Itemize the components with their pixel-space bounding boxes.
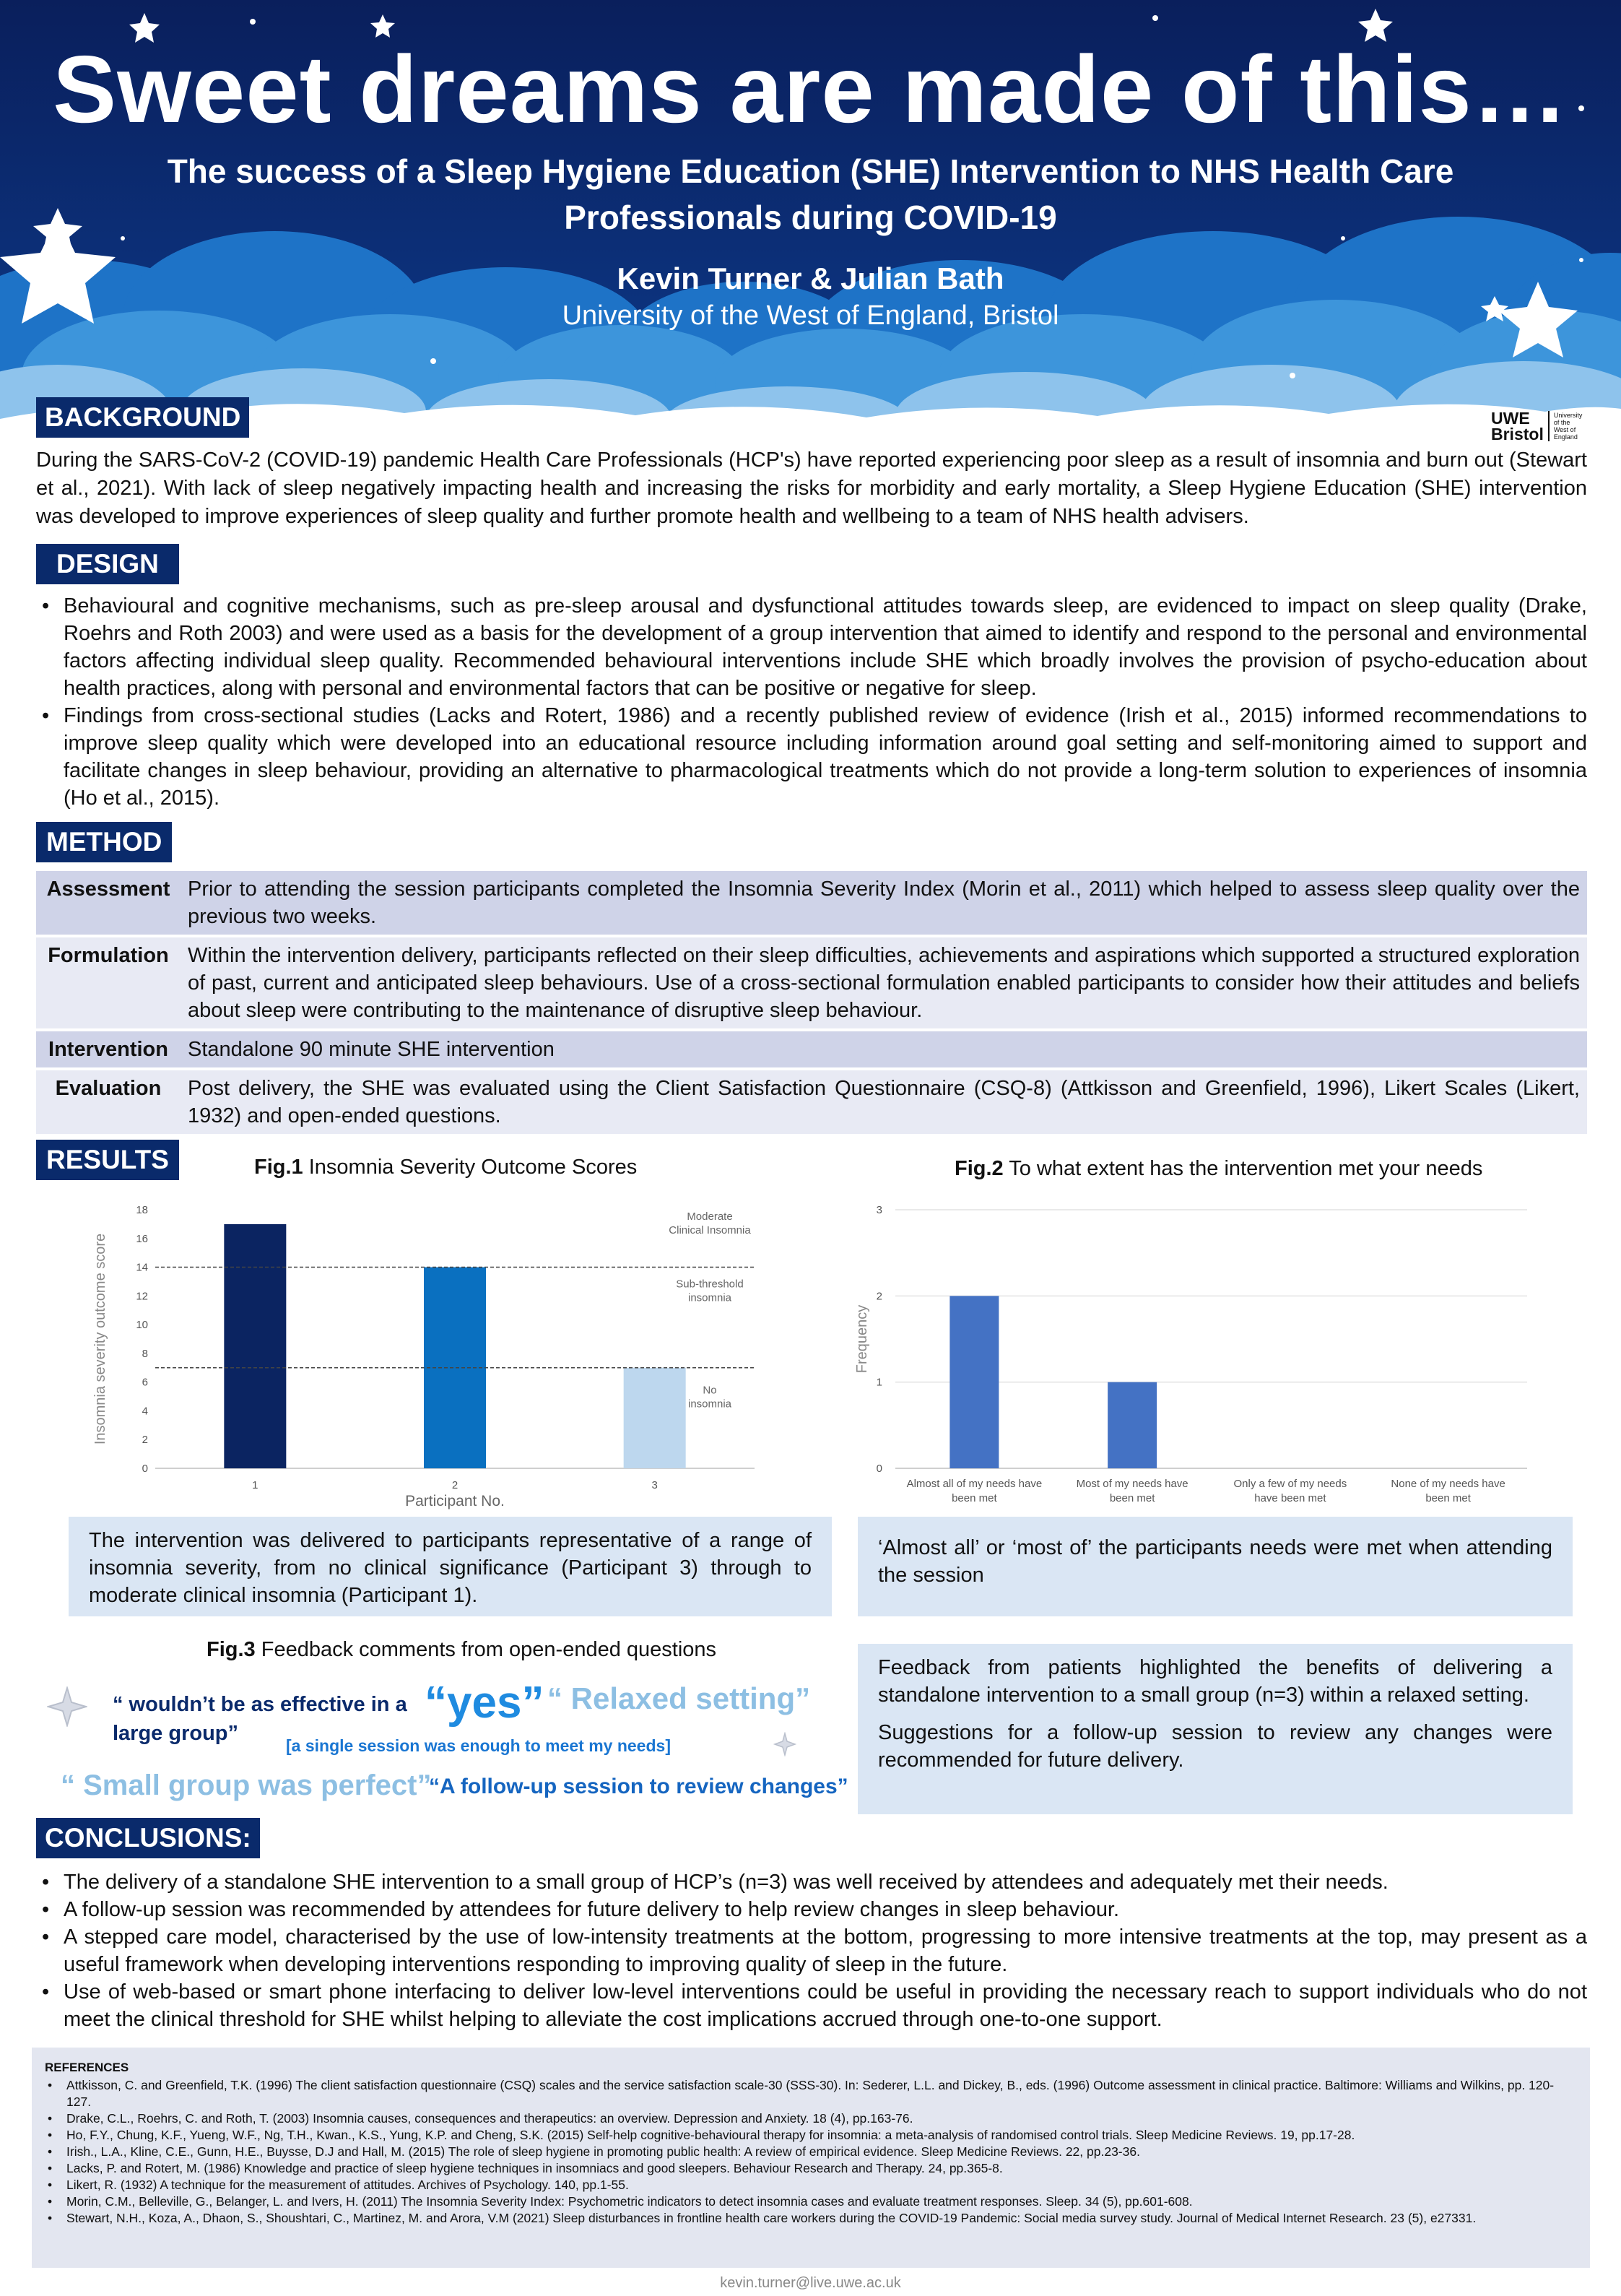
poster-header [0,0,1621,433]
x-tick-label: 3 [651,1479,658,1491]
authors: Kevin Turner & Julian Bath [617,261,1004,295]
subtitle-line-1: The success of a Sleep Hygiene Education (SHE) Intervention to NHS Health Care [167,152,1454,190]
subtitle-line-2: Professionals during COVID-19 [564,199,1057,236]
y-tick-label: 0 [142,1463,148,1475]
quote-small-group: “ Small group was perfect” [61,1769,432,1801]
conclusion-bullet: • The delivery of a standalone SHE intervention to a small group of HCP’s (n=3) was well received by attendees and adequately met their needs. [36,1868,1587,1896]
y-tick-label: 14 [136,1261,148,1274]
fig2-summary-box: ‘Almost all’ or ‘most of’ the participants needs were met when attending the session [858,1517,1573,1616]
y-tick-label: 8 [142,1347,148,1360]
y-tick-label: 16 [136,1232,148,1245]
conclusion-bullet: • A stepped care model, characterised by the use of low-intensity treatments at the bottom, progressing to more intensive treatments at the top, may present as a useful framework when developing interventions responding to improving quality of sleep in the future. [36,1923,1587,1978]
y-tick-label: 2 [142,1434,148,1447]
uwe-bristol-logo: UWE Bristol University of the West of England [1491,409,1583,443]
threshold-annotation: Sub-threshold insomnia [676,1278,744,1304]
conclusion-bullet: • Use of web-based or smart phone interfacing to deliver low-level interventions could be useful in providing the necessary reach to support individuals who do not meet the clinical threshold for SHE whilst helping to alleviate the cost implications accrued through one-to-one support. [36,1978,1587,2033]
contact-email[interactable]: kevin.turner@live.uwe.ac.uk [720,2275,901,2291]
fig1-bar-chart [79,1192,773,1517]
conclusions-heading: CONCLUSIONS: [36,1818,260,1858]
x-tick-label: Most of my needs have been met [1076,1478,1188,1504]
y-tick-label: 3 [876,1204,882,1216]
method-row-label: Evaluation [36,1070,181,1134]
references-panel [32,2048,1590,2268]
references-list [45,2077,1577,2227]
method-row [36,871,1587,935]
y-tick-label: 1 [876,1376,882,1389]
bar [224,1224,286,1468]
results-heading: RESULTS [36,1140,179,1180]
bar [949,1296,999,1468]
method-table [36,868,1587,1137]
references-heading: REFERENCES [45,2061,129,2074]
quote-relaxed-setting: “ Relaxed setting” [547,1681,811,1715]
x-tick-label: Only a few of my needs have been met [1233,1478,1347,1504]
x-tick-label: 1 [252,1479,258,1491]
method-row-text: Post delivery, the SHE was evaluated using the Client Satisfaction Questionnaire (CSQ-8) (Attkisson and Greenfield, 1996), Likert Scales (Likert, 1932) and open-ended questions. [181,1070,1587,1134]
y-tick-label: 6 [142,1376,148,1389]
quote-yes: “yes” [425,1678,544,1728]
fig2-title: Fig.2 To what extent has the intervention met your needs [955,1157,1483,1180]
reference-item: • Morin, C.M., Belleville, G., Belanger, L. and Ivers, H. (2011) The Insomnia Severity Index: Psychometric indicators to detect insomnia cases and evaluate treatment responses. Sleep. 34 (5), pp.601-608. [45,2193,1577,2210]
reference-item: • Irish., L.A., Kline, C.E., Gunn, H.E., Buysse, D.J and Hall, M. (2015) The role of sleep hygiene in promoting public health: A review of empirical evidence. Sleep Medicine Reviews. 22, pp.23-36. [45,2144,1577,2160]
y-tick-label: 4 [142,1405,148,1418]
method-row-label: Intervention [36,1031,181,1067]
fig3-title: Fig.3 Feedback comments from open-ended questions [207,1638,717,1661]
method-row [36,937,1587,1028]
y-tick-label: 12 [136,1290,148,1303]
method-row-text: Within the intervention delivery, participants reflected on their sleep difficulties, achievements and aspirations which supported a structured exploration of past, current and anticipated sleep behaviours. Use of a cross-sectional formulation enabled participants to consider how their attitudes and beliefs about sleep were contributing to the maintenance of disruptive sleep behaviour. [181,937,1587,1028]
method-row-text: Prior to attending the session participants completed the Insomnia Severity Index (Morin et al., 2011) which helped to assess sleep quality over the previous two weeks. [181,871,1587,935]
threshold-annotation: No insomnia [687,1384,732,1411]
design-list [36,592,1587,812]
reference-item: • Likert, R. (1932) A technique for the measurement of attitudes. Archives of Psychology. 140, pp.1-55. [45,2177,1577,2193]
fig1-summary-box: The intervention was delivered to participants representative of a range of insomnia severity, from no clinical significance (Participant 3) through to moderate clinical insomnia (Participant 1). [69,1517,832,1616]
design-heading: DESIGN [36,544,179,584]
sparkle-star-icon [47,1686,87,1727]
method-row-label: Assessment [36,871,181,935]
method-row-label: Formulation [36,937,181,1028]
design-bullet: • Behavioural and cognitive mechanisms, such as pre-sleep arousal and dysfunctional attitudes towards sleep, are evidenced to impact on sleep quality (Drake, Roehrs and Roth 2003) and were used as a basis for the development of a group intervention that aimed to identify and respond to the personal and environmental factors affecting individual sleep quality. Recommended behavioural interventions include SHE which broadly involves the provision of psycho-education about health practices, along with personal and environmental factors that can be positive or negative for sleep. [36,592,1587,702]
poster-title: Sweet dreams are made of this… [53,36,1568,142]
x-tick-label: None of my needs have been met [1391,1478,1505,1504]
background-heading: BACKGROUND [36,397,249,438]
x-axis-title: Participant No. [405,1493,505,1509]
y-tick-label: 18 [136,1204,148,1216]
quote-follow-up: “A follow-up session to review changes” [429,1775,848,1798]
conclusions-list [36,1868,1587,2033]
reference-item: • Lacks, P. and Rotert, M. (1986) Knowledge and practice of sleep hygiene techniques in insomniacs and good sleepers. Behaviour Research and Therapy. 24, pp.365-8. [45,2160,1577,2177]
reference-item: • Drake, C.L., Roehrs, C. and Roth, T. (2003) Insomnia causes, consequences and therapeutics: an overview. Depression and Anxiety. 18 (4), pp.163-76. [45,2110,1577,2127]
institution: University of the West of England, Bristol [562,300,1059,331]
y-tick-label: 0 [876,1463,882,1475]
fig2-bar-chart [838,1192,1545,1517]
y-tick-label: 2 [876,1290,882,1303]
x-tick-label: 2 [451,1479,459,1491]
sparkle-small-icon [773,1732,797,1756]
method-row [36,1031,1587,1067]
background-text: During the SARS-CoV-2 (COVID-19) pandemic Health Care Professionals (HCP's) have reported experiencing poor sleep as a result of insomnia and burn out (Stewart et al., 2021). With lack of sleep negatively impacting health and increasing the risks for morbidity and early mortality, a Sleep Hygiene Education (SHE) intervention was developed to improve experiences of sleep quality and further promote health and wellbeing to a team of NHS health advisers. [36,449,1587,528]
bar [1108,1382,1157,1468]
reference-item: • Ho, F.Y., Chung, K.F., Yueng, W.F., Ng, T.H., Kwan., K.S., Yung, K.P. and Cheng, S.K. (2015) Self-help cognitive-behavioural therapy for insomnia: a meta-analysis of randomised control trials. Sleep Medicine Reviews. 19, pp.17-28. [45,2127,1577,2144]
reference-item: • Stewart, N.H., Koza, A., Dhaon, S., Shoushtari, C., Martinez, M. and Arora, V.M (2021) Sleep disturbances in frontline health care workers during the COVID-19 Pandemic: Social media survey study. Journal of Medical Internet Research. 23 (5), e27331. [45,2210,1577,2227]
design-bullet: • Findings from cross-sectional studies (Lacks and Rotert, 1986) and a recently published review of evidence (Irish et al., 2015) informed recommendations to improve sleep quality which were developed into an educational resource including information around goal setting and self-monitoring aimed to support and facilitate changes in sleep behaviour, providing an alternative to pharmacological treatments which do not provide a long-term solution to experiences of insomnia (Ho et al., 2015). [36,702,1587,812]
reference-item: • Attkisson, C. and Greenfield, T.K. (1996) The client satisfaction questionnaire (CSQ) scales and the service satisfaction scale-30 (SSS-30). In: Sederer, L.L. and Dickey, B., eds. (1996) Outcome assessment in clinical practice. Baltimore: Williams and Wilkins, pp. 120-127. [45,2077,1577,2110]
quote-large-group: “ wouldn’t be as effective in a large group” [113,1693,407,1745]
y-axis-title: Frequency [854,1304,870,1374]
quote-yes-context: [a single session was enough to meet my needs] [286,1736,671,1755]
feedback-summary-box: Feedback from patients highlighted the benefits of delivering a standalone intervention to a small group (n=3) within a relaxed setting. Suggestions for a follow-up session to review any changes were recommended for future delivery. [858,1644,1573,1814]
fig1-title: Fig.1 Insomnia Severity Outcome Scores [254,1156,638,1179]
method-row [36,1070,1587,1134]
y-tick-label: 10 [136,1319,148,1332]
method-row-text: Standalone 90 minute SHE intervention [181,1031,1587,1067]
threshold-annotation: Moderate Clinical Insomnia [669,1210,751,1236]
x-tick-label: Almost all of my needs have been met [906,1478,1043,1504]
method-heading: METHOD [36,822,172,862]
conclusion-bullet: • A follow-up session was recommended by attendees for future delivery to help review changes in sleep behaviour. [36,1896,1587,1923]
y-axis-title: Insomnia severity outcome score [92,1233,108,1445]
poster-subtitle [0,148,1621,241]
bar [624,1368,686,1468]
